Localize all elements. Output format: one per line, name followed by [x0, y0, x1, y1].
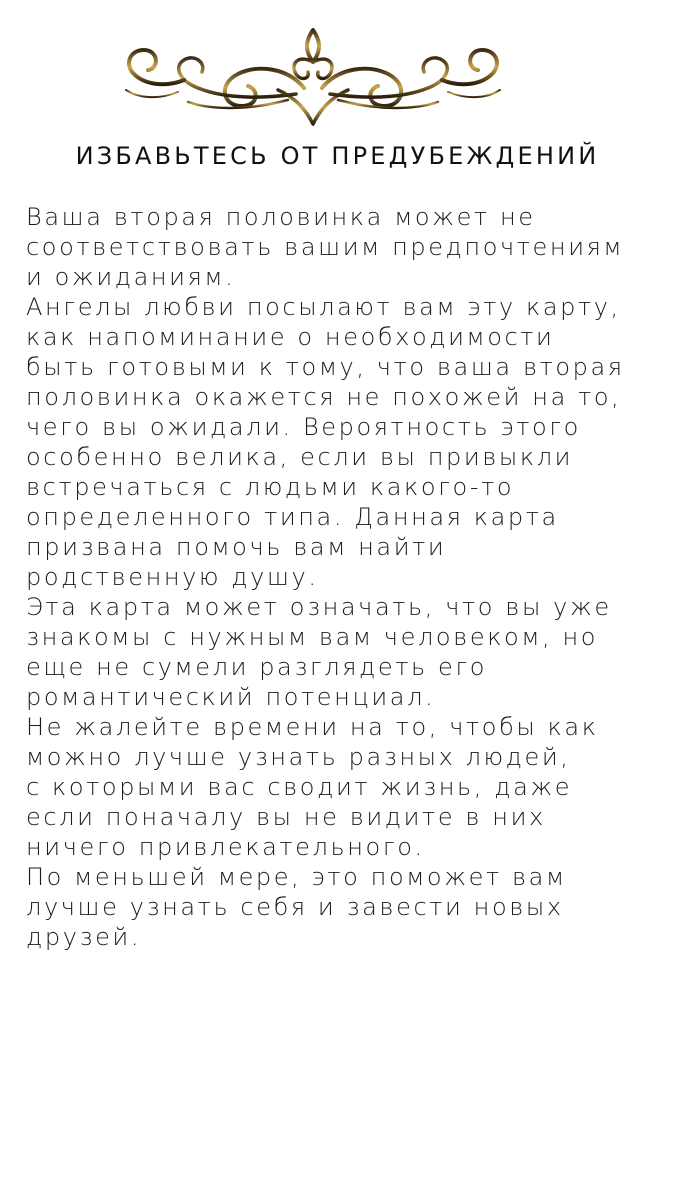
text-line: романтический потенциал. — [26, 683, 436, 711]
text-line: По меньшей мере, это поможет вам — [26, 863, 567, 891]
text-line: Ваша вторая половинка может не — [26, 203, 536, 231]
text-line: призвана помочь вам найти — [26, 533, 447, 561]
text-line: чего вы ожидали. Вероятность этого — [26, 413, 581, 441]
text-line: ничего привлекательного. — [26, 833, 425, 861]
text-line: Эта карта может означать, что вы уже — [26, 593, 612, 621]
text-line: можно лучше узнать разных людей, — [26, 743, 571, 771]
text-line: как напоминание о необходимости — [26, 323, 555, 351]
text-line: если поначалу вы не видите в них — [26, 803, 546, 831]
text-line: с которыми вас сводит жизнь, даже — [26, 773, 573, 801]
text-line: Не жалейте времени на то, чтобы как — [26, 713, 599, 741]
text-line: и ожиданиям. — [26, 263, 236, 291]
page-title: ИЗБАВЬТЕСЬ ОТ ПРЕДУБЕЖДЕНИЙ — [75, 142, 600, 170]
text-line: встречаться с людьми какого-то — [26, 473, 515, 501]
baroque-flourish-icon — [118, 28, 508, 128]
text-line: половинка окажется не похожей на то, — [26, 383, 622, 411]
body-text — [26, 202, 666, 952]
text-line: лучше узнать себя и завести новых — [26, 893, 564, 921]
text-line: родственную душу. — [26, 563, 319, 591]
text-line: знакомы с нужным вам человеком, но — [26, 623, 599, 651]
text-line: определенного типа. Данная карта — [26, 503, 559, 531]
text-line: друзей. — [26, 923, 142, 951]
text-line: соответствовать вашим предпочтениям — [26, 233, 625, 261]
text-line: Ангелы любви посылают вам эту карту, — [26, 293, 621, 321]
text-line: еще не сумели разглядеть его — [26, 653, 488, 681]
text-line: быть готовыми к тому, что ваша вторая — [26, 353, 625, 381]
text-line: особенно велика, если вы привыкли — [26, 443, 574, 471]
